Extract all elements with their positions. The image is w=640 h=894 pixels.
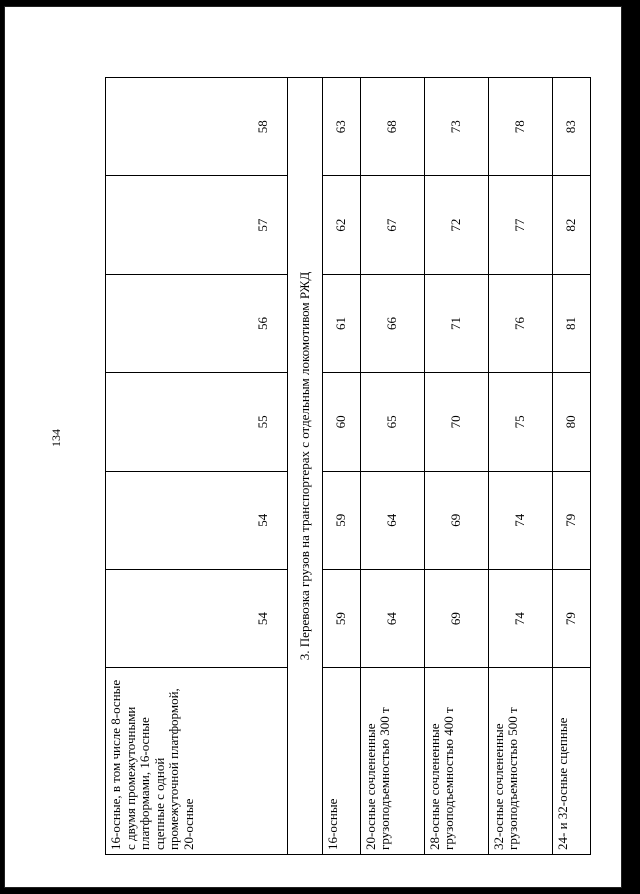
table-cell: 59 [322, 471, 360, 569]
table-cell: 72 [424, 176, 488, 274]
table-row [424, 78, 488, 855]
table-row [552, 78, 590, 855]
table-row [488, 78, 552, 855]
table-cell: 61 [322, 274, 360, 372]
table-cell: 79 [552, 471, 590, 569]
table-cell: 57 [106, 176, 288, 274]
row-name: 28-осные сочлененные грузоподъемностью 400 т [424, 668, 488, 855]
table-cell: 64 [360, 471, 424, 569]
table-cell: 78 [488, 78, 552, 176]
table-cell: 66 [360, 274, 424, 372]
table-cell: 77 [488, 176, 552, 274]
table-cell: 74 [488, 569, 552, 667]
table-cell: 64 [360, 569, 424, 667]
table-cell: 63 [322, 78, 360, 176]
table-cell: 58 [106, 78, 288, 176]
table-cell: 74 [488, 471, 552, 569]
row-name: 32-осные сочлененные грузоподъемностью 500 т [488, 668, 552, 855]
table-cell: 79 [552, 569, 590, 667]
table-cell: 67 [360, 176, 424, 274]
tariff-table [105, 77, 591, 855]
rotated-table-wrapper [105, 77, 591, 855]
document-page [4, 6, 622, 888]
table-cell: 56 [106, 274, 288, 372]
table-cell: 76 [488, 274, 552, 372]
table-cell: 54 [106, 569, 288, 667]
row-name: 16-осные, в том числе 8-осные с двумя промежуточными платформами, 16-осные сцепные с одной промежуточной платформой, 20-осные [106, 668, 288, 855]
table-row [360, 78, 424, 855]
table-cell: 54 [106, 471, 288, 569]
table-cell: 75 [488, 373, 552, 471]
row-name: 20-осные сочлененные грузоподъемностью 300 т [360, 668, 424, 855]
table-cell: 80 [552, 373, 590, 471]
page-number: 134 [49, 429, 63, 447]
table-cell: 68 [360, 78, 424, 176]
table-cell: 69 [424, 471, 488, 569]
table-cell: 73 [424, 78, 488, 176]
table-cell: 70 [424, 373, 488, 471]
row-name: 24- и 32-осные сцепные [552, 668, 590, 855]
section-title: 3. Перевозка грузов на транспортерах с отдельным локомотивом РЖД [288, 78, 323, 855]
table-cell: 59 [322, 569, 360, 667]
section-header-row [288, 78, 323, 855]
row-name: 16-осные [322, 668, 360, 855]
table-row [322, 78, 360, 855]
table-cell: 69 [424, 569, 488, 667]
table-cell: 60 [322, 373, 360, 471]
table-cell: 82 [552, 176, 590, 274]
table-cell: 83 [552, 78, 590, 176]
table-cell: 55 [106, 373, 288, 471]
table-cell: 81 [552, 274, 590, 372]
table-cell: 71 [424, 274, 488, 372]
table-cell: 62 [322, 176, 360, 274]
table-cell: 65 [360, 373, 424, 471]
table-row [106, 78, 288, 855]
